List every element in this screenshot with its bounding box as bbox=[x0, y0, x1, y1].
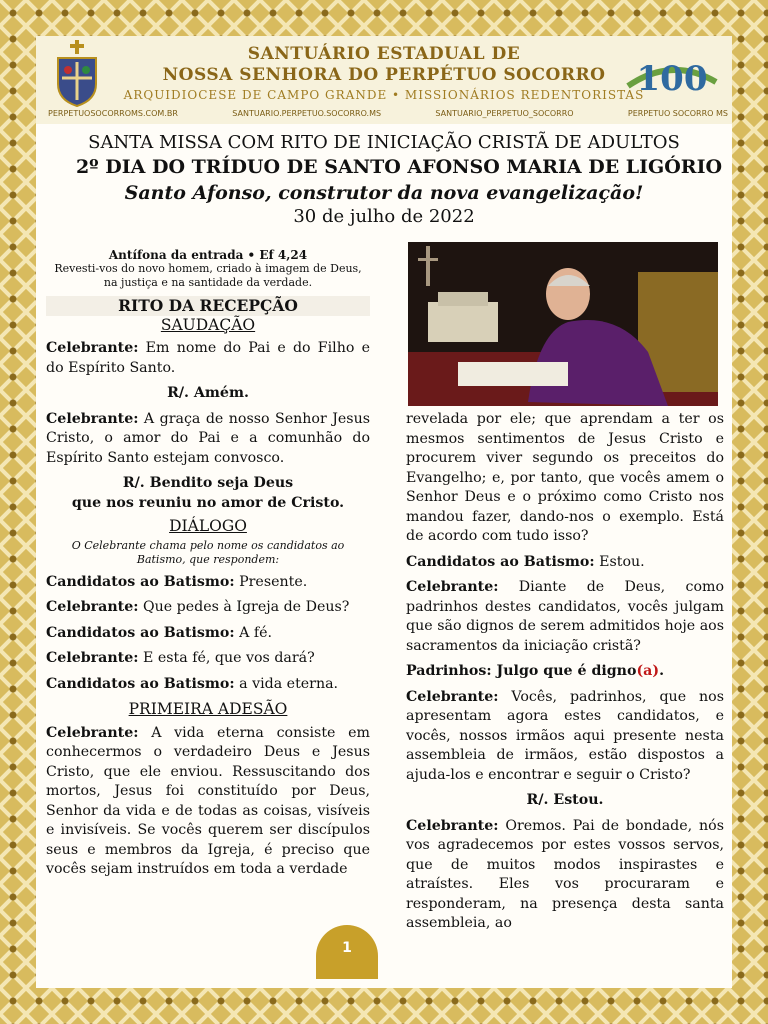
response: R/. Bendito seja Deus bbox=[122, 475, 294, 491]
paragraph: revelada por ele; que aprendam a ter os mesmos sentimentos de Jesus Cristo e procurem viver segundo os preceitos do Evangelho; e, por tanto, que vocês amem o Senhor Deus e o próximo como Cristo nos mandou fazer, dando-nos o exemplo. Está de acordo com tudo isso? bbox=[406, 411, 724, 544]
paragraph: Candidatos ao Batismo: Presente. bbox=[46, 573, 308, 590]
page bbox=[36, 36, 732, 988]
paragraph: Celebrante: Oremos. Pai de bondade, nós vos agradecemos por estes vossos servos, que de muitos modos inspirastes e atraístes. Eles vos procuraram e responderam, na presença desta santa assembleia, ao bbox=[406, 817, 724, 931]
left-column bbox=[46, 248, 370, 886]
response: que nos reuniu no amor de Cristo. bbox=[71, 494, 345, 511]
header-line-3: ARQUIDIOCESE DE CAMPO GRANDE • MISSIONÁRIOS REDENTORISTAS bbox=[123, 88, 645, 102]
anniversary-logo-icon bbox=[624, 46, 720, 104]
paragraph: Padrinhos: Julgo que é digno(a). bbox=[406, 663, 665, 679]
header-line-2: NOSSA SENHORA DO PERPÉTUO SOCORRO bbox=[162, 65, 606, 85]
paragraph: Celebrante: Vocês, padrinhos, que nos apresentam agora estes candidatos, e vocês, nossos irmãos aqui presente nesta assembleia de irmãos, estão dispostos a ajuda-los e encontrar e seguir o Cristo? bbox=[406, 688, 724, 783]
header-line-1: SANTUÁRIO ESTADUAL DE bbox=[247, 44, 521, 64]
social-links bbox=[48, 109, 728, 121]
paragraph: Celebrante: A graça de nosso Senhor Jesus Cristo, o amor do Pai e a comunhão do Espírito Santo estejam convosco. bbox=[46, 410, 370, 466]
saint-portrait-image bbox=[408, 242, 718, 406]
paragraph: Celebrante: Diante de Deus, como padrinhos destes candidatos, vocês julgam que são dignos de serem admitidos hoje aos sacramentos da iniciação cristã? bbox=[406, 579, 724, 654]
title-line-3: Santo Afonso, construtor da nova evangelização! bbox=[124, 182, 644, 204]
adesao-heading: PRIMEIRA ADESÃO bbox=[128, 700, 288, 718]
paragraph: Candidatos ao Batismo: Estou. bbox=[406, 553, 645, 570]
paragraph: Celebrante: A vida eterna consiste em conhecermos o verdadeiro Deus e Jesus Cristo, que ele enviou. Ressuscitando dos mortos, Jesus foi constituído por Deus, Senhor da vida e de todas as coisas, visíveis e invisíveis. Se vocês querem ser discípulos seus e membros da Igreja, é preciso que vocês sejam instruídos em toda a verdade bbox=[46, 724, 370, 877]
antiphon-text: Revesti-vos do novo homem, criado à imagem de Deus, na justiça e na santidade da verdade. bbox=[54, 262, 362, 289]
paragraph: Candidatos ao Batismo: A fé. bbox=[46, 624, 273, 641]
social-site: PERPETUOSOCORROMS.COM.BR bbox=[48, 109, 178, 118]
title-line-2: 2º DIA DO TRÍDUO DE SANTO AFONSO MARIA DE LIGÓRIO bbox=[75, 156, 723, 178]
paragraph: Celebrante: Em nome do Pai e do Filho e do Espírito Santo. bbox=[46, 340, 370, 376]
paragraph: Celebrante: E esta fé, que vos dará? bbox=[46, 650, 315, 666]
response: R/. Estou. bbox=[526, 792, 604, 808]
rite-heading: RITO DA RECEPÇÃO bbox=[46, 296, 370, 316]
social-instagram: SANTUARIO_PERPETUO_SOCORRO bbox=[435, 109, 574, 118]
dialogo-note: O Celebrante chama pelo nome os candidatos ao Batismo, que respondem: bbox=[71, 538, 345, 566]
title-line-1: SANTA MISSA COM RITO DE INICIAÇÃO CRISTÃ DE ADULTOS bbox=[88, 132, 680, 153]
social-youtube: PERPETUO SOCORRO MS bbox=[627, 109, 728, 118]
header bbox=[36, 36, 732, 124]
paragraph: Candidatos ao Batismo: a vida eterna. bbox=[46, 675, 339, 692]
anniversary-logo-text: 100 bbox=[636, 59, 708, 99]
title-date: 30 de julho de 2022 bbox=[293, 206, 475, 227]
response: R/. Amém. bbox=[167, 385, 249, 401]
social-facebook: SANTUARIO.PERPETUO.SOCORRO.MS bbox=[232, 109, 382, 118]
page-number: 1 bbox=[316, 925, 378, 979]
paragraph: Celebrante: Que pedes à Igreja de Deus? bbox=[46, 599, 350, 615]
right-column bbox=[406, 410, 724, 940]
antiphon-title: Antífona da entrada • Ef 4,24 bbox=[108, 248, 308, 262]
saudacao-heading: SAUDAÇÃO bbox=[160, 315, 256, 334]
dialogo-heading: DIÁLOGO bbox=[169, 517, 247, 535]
